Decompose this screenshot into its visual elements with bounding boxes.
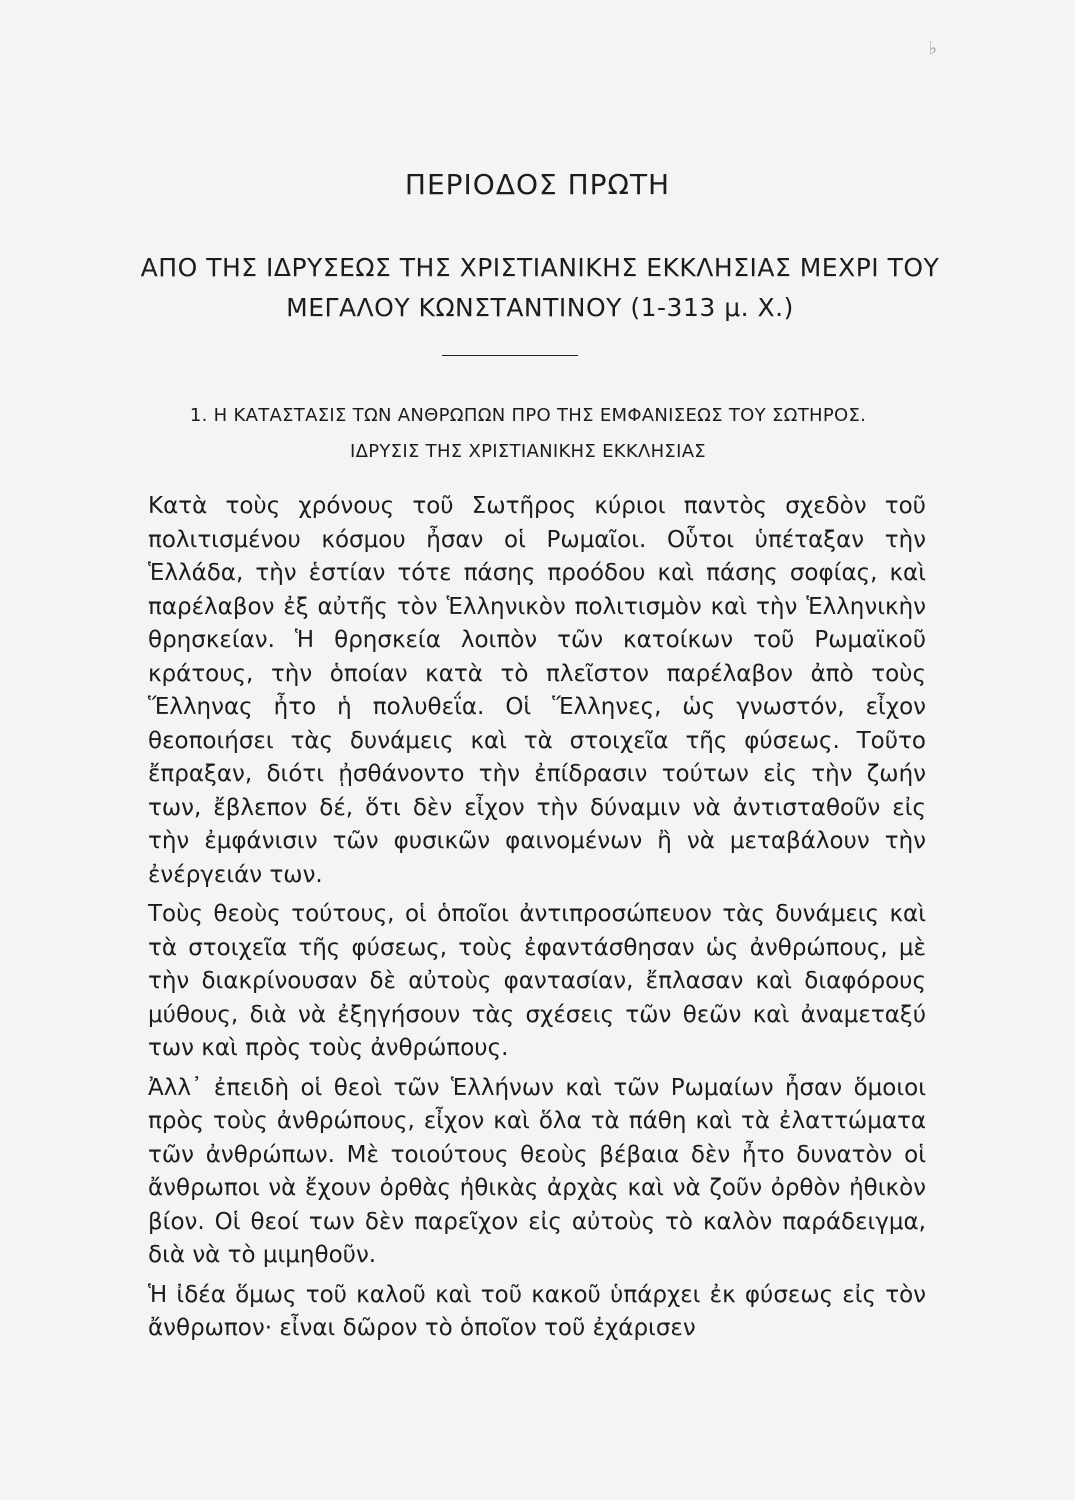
paragraph: Ἡ ἰδέα ὅμως τοῦ καλοῦ καὶ τοῦ κακοῦ ὑπάρχει ἐκ φύσεως εἰς τὸν ἄνθρωπον· εἶναι δῶρον τὸ ὁποῖον τοῦ ἐχάρισεν [148,1281,926,1341]
section-heading [88,398,968,470]
section-heading-line-1: 1. Η ΚΑΤΑΣΤΑΣΙΣ ΤΩΝ ΑΝΘΡΩΠΩΝ ΠΡΟ ΤΗΣ ΕΜΦΑΝΙΣΕΩΣ ΤΟΥ ΣΩΤΗΡΟΣ. [189,405,867,426]
body-text [148,490,926,1352]
period-title: ΠΕΡΙΟΔΟΣ ΠΡΩΤΗ [404,168,671,201]
section-heading-line-2: ΙΔΡΥΣΙΣ ΤΗΣ ΧΡΙΣΤΙΑΝΙΚΗΣ ΕΚΚΛΗΣΙΑΣ [350,441,706,462]
paragraph: Κατὰ τοὺς χρόνους τοῦ Σωτῆρος κύριοι παντὸς σχεδὸν τοῦ πολιτισμένου κόσμου ἦσαν οἱ Ρωμαῖοι. Οὗτοι ὑπέταξαν τὴν Ἑλλάδα, τὴν ἑστίαν τότε πάσης προόδου καὶ πάσης σοφίας, καὶ παρέλαβον ἐξ αὐτῆς τὸν Ἑλληνικὸν πολιτισμὸν καὶ τὴν Ἑλληνικὴν θρησκείαν. Ἡ θρησκεία λοιπὸν τῶν κατοίκων τοῦ Ρωμαϊκοῦ κράτους, τὴν ὁποίαν κατὰ τὸ πλεῖστον παρέλαβον ἀπὸ τοὺς Ἕλληνας ἦτο ἡ πολυθεΐα. Οἱ Ἕλληνες, ὡς γνωστόν, εἶχον θεοποιήσει τὰς δυνάμεις καὶ τὰ στοιχεῖα τῆς φύσεως. Τοῦτο ἔπραξαν, διότι ᾐσθάνοντο τὴν ἐπίδρασιν τούτων εἰς τὴν ζωήν των, ἔβλεπον δέ, ὅτι δὲν εἶχον τὴν δύναμιν νὰ ἀντισταθοῦν εἰς τὴν ἐμφάνισιν τῶν φυσικῶν φαινομένων ἢ νὰ μεταβάλουν τὴν ἐνέργειάν των. [148,493,926,888]
main-title: ΑΠΟ ΤΗΣ ΙΔΡΥΣΕΩΣ ΤΗΣ ΧΡΙΣΤΙΑΝΙΚΗΣ ΕΚΚΛΗΣΙΑΣ ΜΕΧΡΙ ΤΟΥ ΜΕΓΑΛΟΥ ΚΩΝΣΤΑΝΤΙΝΟΥ (1-313 μ. Χ.) [140,253,940,322]
corner-mark: ♭ [928,38,937,59]
paragraph: Τοὺς θεοὺς τούτους, οἱ ὁποῖοι ἀντιπροσώπευον τὰς δυνάμεις καὶ τὰ στοιχεῖα τῆς φύσεως, τοὺς ἐφαντάσθησαν ὡς ἀνθρώπους, μὲ τὴν διακρίνουσαν δὲ αὐτοὺς φαντασίαν, ἔπλασαν καὶ διαφόρους μύθους, διὰ νὰ ἐξηγήσουν τὰς σχέσεις τῶν θεῶν καὶ ἀναμεταξύ των καὶ πρὸς τοὺς ἀνθρώπους. [148,901,926,1061]
paragraph: Ἀλλ᾽ ἐπειδὴ οἱ θεοὶ τῶν Ἑλλήνων καὶ τῶν Ρωμαίων ἦσαν ὅμοιοι πρὸς τοὺς ἀνθρώπους, εἶχον καὶ ὅλα τὰ πάθη καὶ τὰ ἐλαττώματα τῶν ἀνθρώπων. Μὲ τοιούτους θεοὺς βέβαια δὲν ἦτο δυνατὸν οἱ ἄνθρωποι νὰ ἔχουν ὀρθὰς ἠθικὰς ἀρχὰς καὶ νὰ ζοῦν ὀρθὸν ἠθικὸν βίον. Οἱ θεοί των δὲν παρεῖχον εἰς αὐτοὺς τὸ καλὸν παράδειγμα, διὰ νὰ τὸ μιμηθοῦν. [148,1074,926,1268]
title-divider [442,355,578,356]
